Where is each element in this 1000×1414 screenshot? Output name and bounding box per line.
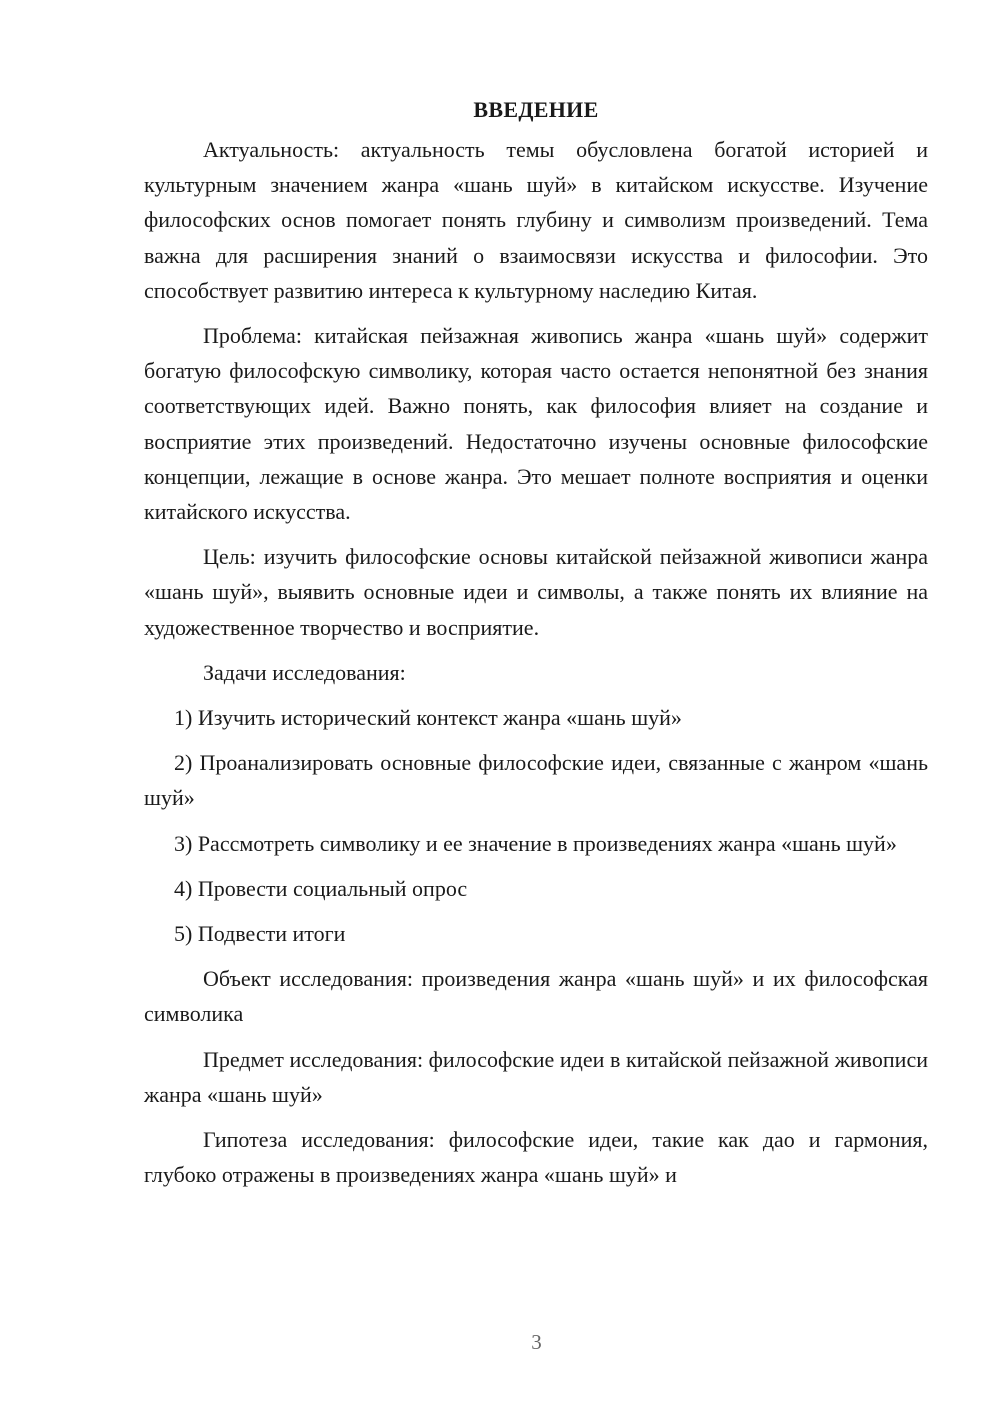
paragraph-object: Объект исследования: произведения жанра «шань шуй» и их философская символика xyxy=(144,966,928,1027)
paragraph-relevance: Актуальность: актуальность темы обусловлена богатой историей и культурным значением жанра «шань шуй» в китайском искусстве. Изучение философских основ помогает понять глубину и символизм произведений. Тема важна для расширения знаний о взаимосвязи искусства и философии. Это способствует развитию интереса к культурному наследию Китая. xyxy=(144,137,928,303)
paragraph-hypothesis: Гипотеза исследования: философские идеи, такие как дао и гармония, глубоко отражены в произведениях жанра «шань шуй» и xyxy=(144,1127,928,1188)
list-item: 5) Подвести итоги xyxy=(174,921,346,947)
list-item: 1) Изучить исторический контекст жанра «шань шуй» xyxy=(174,705,682,731)
list-item: 2) Проанализировать основные философские идеи, связанные с жанром «шань шуй» xyxy=(144,750,928,811)
page-title: ВВЕДЕНИЕ xyxy=(473,97,599,122)
paragraph-tasks-heading: Задачи исследования: xyxy=(203,659,406,685)
page-number: 3 xyxy=(531,1330,542,1354)
list-item: 4) Провести социальный опрос xyxy=(174,875,468,901)
paragraph-problem: Проблема: китайская пейзажная живопись жанра «шань шуй» содержит богатую философскую символику, которая часто остается непонятной без знания соответствующих идей. Важно понять, как философия влияет на создание и восприятие этих произведений. Недостаточно изучены основные философские концепции, лежащие в основе жанра. Это мешает полноте восприятия и оценки китайского искусства. xyxy=(144,323,928,525)
document-page xyxy=(144,88,928,1192)
paragraph-goal: Цель: изучить философские основы китайской пейзажной живописи жанра «шань шуй», выявить основные идеи и символы, а также понять их влияние на художественное творчество и восприятие. xyxy=(144,544,928,640)
paragraph-subject: Предмет исследования: философские идеи в китайской пейзажной живописи жанра «шань шуй» xyxy=(144,1046,928,1107)
list-item: 3) Рассмотреть символику и ее значение в произведениях жанра «шань шуй» xyxy=(174,830,897,856)
